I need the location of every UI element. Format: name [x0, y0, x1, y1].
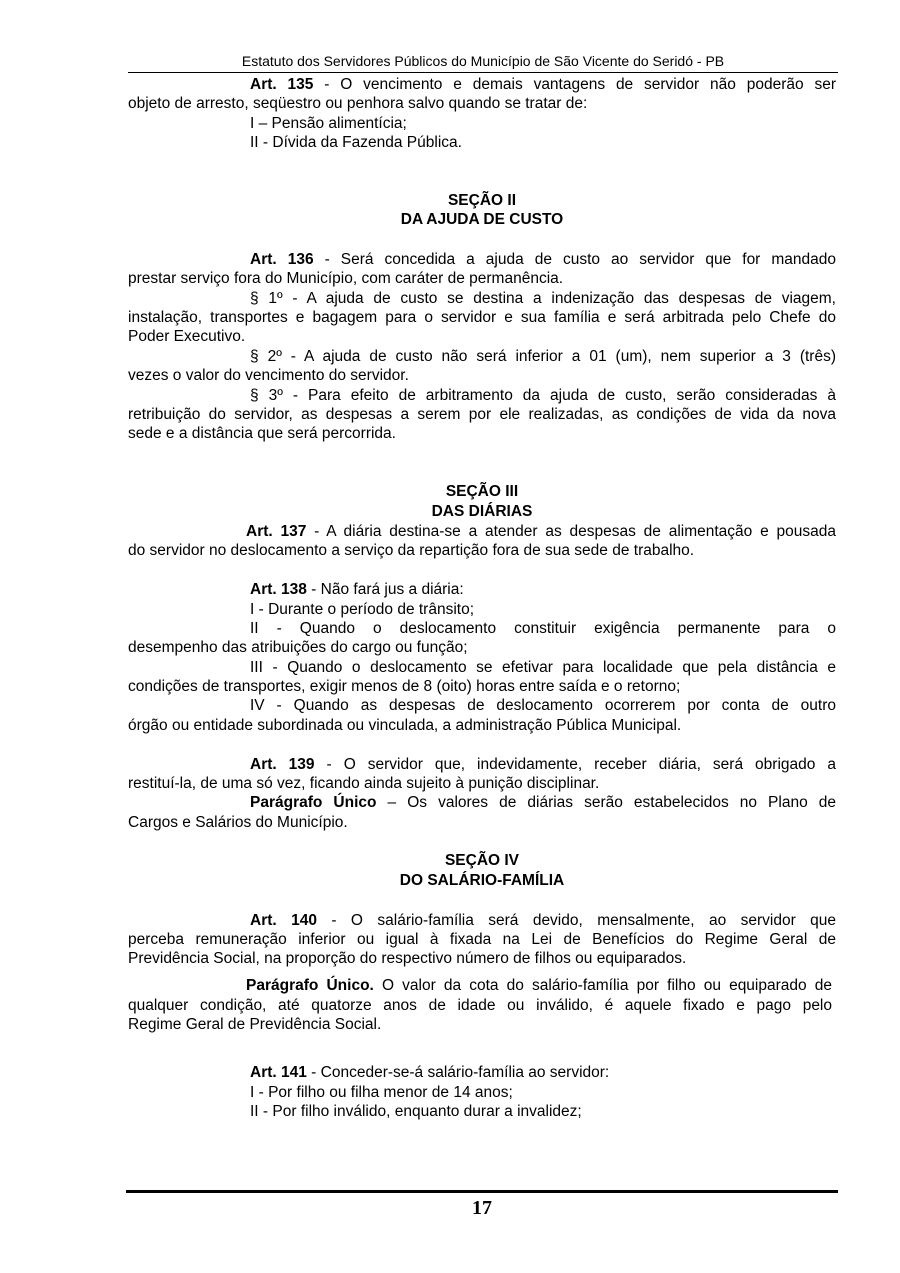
art135-text: - O vencimento e demais vantagens de servidor não poderão ser	[313, 76, 836, 93]
art138-item1: I - Durante o período de trânsito;	[250, 601, 475, 618]
art138-number: Art. 138	[250, 581, 307, 598]
art136-par3-line1: § 3º - Para efeito de arbitramento da ajuda de custo, serão consideradas à	[250, 387, 836, 404]
art140-line2: perceba remuneração inferior ou igual à fixada na Lei de Benefícios do Regime Geral de	[128, 931, 836, 948]
art138-item4-line1: IV - Quando as despesas de deslocamento ocorrerem por conta de outro	[250, 697, 836, 714]
section4-title: SEÇÃO IV	[444, 852, 520, 869]
art136-par3-line2: retribuição do servidor, as despesas a serem por ele realizadas, as condições de vida da nova	[128, 406, 836, 423]
art141-text: - Conceder-se-á salário-família ao servidor:	[306, 1064, 610, 1081]
art138-text: - Não fará jus a diária:	[306, 581, 464, 598]
running-header: Estatuto dos Servidores Públicos do Município de São Vicente do Seridó - PB	[241, 53, 725, 69]
art136-text: - Será concedida a ajuda de custo ao servidor que for mandado	[313, 251, 836, 268]
art139-paragraph-line2: Cargos e Salários do Município.	[128, 814, 348, 831]
art139-paragraph-label: Parágrafo Único	[250, 794, 377, 811]
art140-paragraph-line2: qualquer condição, até quatorze anos de idade ou inválido, é aquele fixado e pago pelo	[128, 997, 832, 1014]
art139-number: Art. 139	[250, 756, 315, 773]
art140-number: Art. 140	[250, 912, 317, 929]
art140-text: - O salário-família será devido, mensalmente, ao servidor que	[316, 912, 836, 929]
art139-line1	[250, 755, 836, 774]
art135-item1: I – Pensão alimentícia;	[250, 115, 407, 132]
art138-item4-line2: órgão ou entidade subordinada ou vinculada, a administração Pública Municipal.	[128, 717, 682, 734]
art138-item2-line2: desempenho das atribuições do cargo ou função;	[128, 639, 468, 656]
art138-item3-line2: condições de transportes, exigir menos de 8 (oito) horas entre saída e o retorno;	[128, 678, 681, 695]
art135-line1	[250, 75, 836, 94]
section3-subtitle: DAS DIÁRIAS	[431, 503, 533, 520]
art139-line2: restituí-la, de uma só vez, ficando ainda sujeito à punição disciplinar.	[128, 775, 600, 792]
art140-line3: Previdência Social, na proporção do respectivo número de filhos ou equiparados.	[128, 950, 687, 967]
art140-paragraph-line1	[246, 976, 832, 995]
art141-item1: I - Por filho ou filha menor de 14 anos;	[250, 1084, 513, 1101]
art136-par1-line2: instalação, transportes e bagagem para o servidor e sua família e será arbitrada pelo Chefe do	[128, 309, 836, 326]
art137-line2: do servidor no deslocamento a serviço da repartição fora de sua sede de trabalho.	[128, 542, 695, 559]
art137-number: Art. 137	[246, 523, 307, 540]
art135-line2: objeto de arresto, seqüestro ou penhora salvo quando se tratar de:	[128, 95, 588, 112]
art140-line1	[250, 911, 836, 930]
art138-item3-line1: III - Quando o deslocamento se efetivar para localidade que pela distância e	[250, 659, 836, 676]
page-number: 17	[472, 1197, 492, 1219]
art136-par1-line1: § 1º - A ajuda de custo se destina a indenização das despesas de viagem,	[250, 290, 836, 307]
art140-paragraph-line3: Regime Geral de Previdência Social.	[128, 1016, 382, 1033]
art141-line1	[250, 1063, 836, 1082]
art138-line1	[250, 580, 836, 599]
section4-subtitle: DO SALÁRIO-FAMÍLIA	[399, 872, 565, 889]
art136-line2: prestar serviço fora do Município, com caráter de permanência.	[128, 270, 564, 287]
section3-title: SEÇÃO III	[445, 483, 519, 500]
section2-title: SEÇÃO II	[447, 192, 517, 209]
art139-paragraph-line1	[250, 793, 836, 812]
art140-paragraph-label: Parágrafo Único.	[246, 977, 374, 994]
art141-number: Art. 141	[250, 1064, 307, 1081]
art139-text: - O servidor que, indevidamente, receber diária, será obrigado a	[314, 756, 836, 773]
art136-number: Art. 136	[250, 251, 314, 268]
art140-paragraph-text: O valor da cota do salário-família por filho ou equiparado de	[373, 977, 833, 994]
art137-text: - A diária destina-se a atender as despesas de alimentação e pousada	[306, 523, 836, 540]
art135-number: Art. 135	[250, 76, 314, 93]
art136-par1-line3: Poder Executivo.	[128, 328, 246, 345]
header-rule	[128, 72, 838, 73]
art136-par2-line1: § 2º - A ajuda de custo não será inferior a 01 (um), nem superior a 3 (três)	[250, 348, 836, 365]
art135-item2: II - Dívida da Fazenda Pública.	[250, 134, 462, 151]
art136-par2-line2: vezes o valor do vencimento do servidor.	[128, 367, 409, 384]
section2-subtitle: DA AJUDA DE CUSTO	[400, 211, 564, 228]
art141-item2: II - Por filho inválido, enquanto durar a invalidez;	[250, 1103, 582, 1120]
art139-paragraph-text: – Os valores de diárias serão estabelecidos no Plano de	[376, 794, 836, 811]
art136-line1	[250, 250, 836, 269]
footer-rule	[126, 1190, 838, 1193]
art136-par3-line3: sede e a distância que será percorrida.	[128, 425, 396, 442]
art137-line1	[246, 522, 836, 541]
art138-item2-line1: II - Quando o deslocamento constituir exigência permanente para o	[250, 620, 836, 637]
